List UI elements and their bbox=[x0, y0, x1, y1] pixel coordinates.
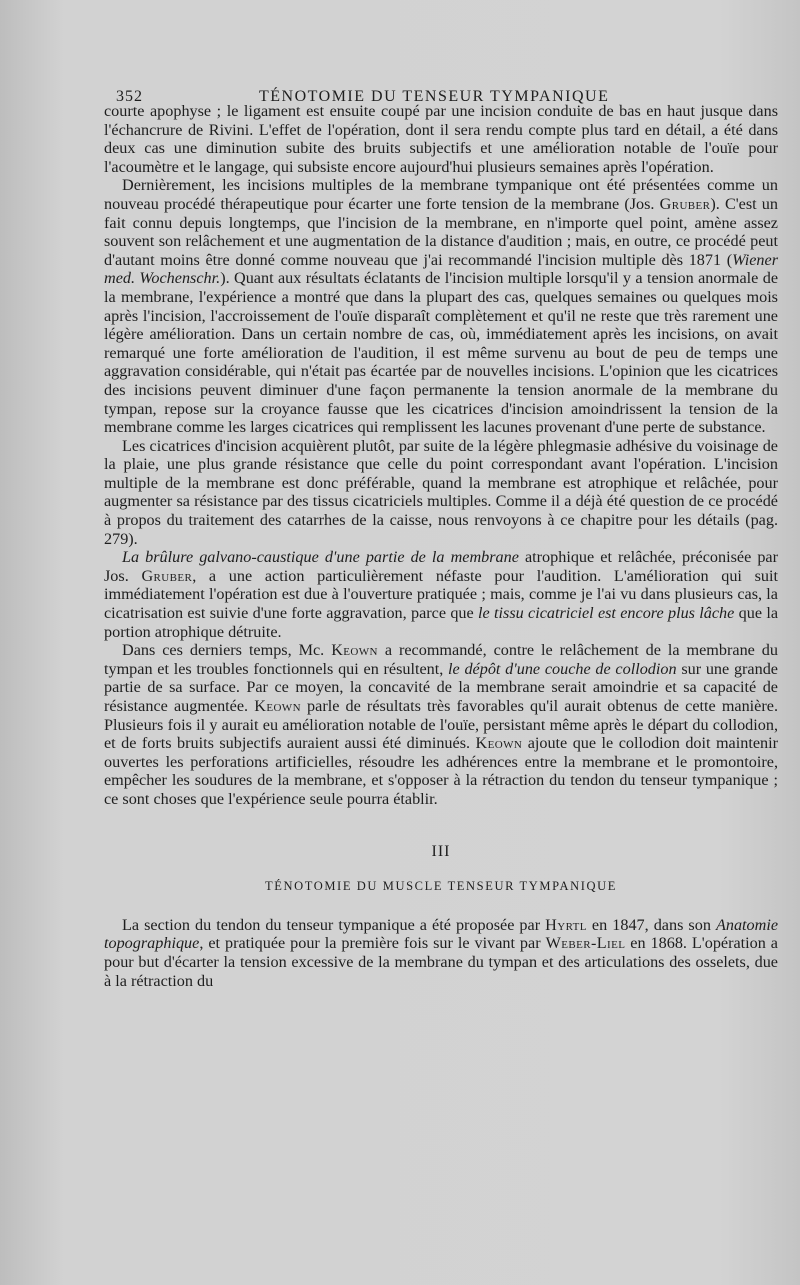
p2-text-e: ). Quant aux résultats éclatants de l'incision multiple lorsqu'il y a tension anormale de la membrane, l'expérience a montré que dans la plupart des cas, quelques semaines ou quelques mois après l'incision, l'accroissement de l'ouïe disparaît complètement et qu'il ne reste que très rarement une légère amélioration. Dans un certain nombre de cas, où, immédiatement après les incisions, on avait remarqué une forte amélioration de l'audition, il est même survenu au bout de peu de temps une aggravation considérable, qui n'était pas écartée par de nouvelles incisions. L'opinion que les cicatrices des incisions peuvent diminuer d'une façon permanente la tension anormale de la membrane du tympan, repose sur la croyance fausse que les cicatrices d'incision amoindrissent la tension de la membrane comme les larges cicatrices qui remplissent les lacunes provenant d'une perte de substance. bbox=[104, 269, 778, 437]
author-keown: Keown bbox=[331, 641, 378, 660]
paragraph-1-text: courte apophyse ; le ligament est ensuite coupé par une incision conduite de bas en haut jusque dans l'échancrure de Rivini. L'effet de l'opération, dont il sera rendu compte plus tard en détail, a été dans deux cas une diminution subite des bruits subjectifs et une amélioration notable de l'ouïe pour l'acoumètre et le langage, qui subsiste encore aujourd'hui plusieurs semaines après l'opération. bbox=[104, 102, 778, 176]
journal-citation: Wiener med. Wochenschr. bbox=[104, 250, 778, 288]
book-title: Anatomie topographique bbox=[104, 915, 779, 953]
p5-text-e: sur une grande partie de sa surface. Par ce moyen, la concavité de la membrane serait amoindrie et sa capacité de résistance augmentée. bbox=[104, 659, 778, 715]
section-number: III bbox=[431, 842, 451, 860]
p4-italic-a: La brûlure galvano-caustique d'une partie de la membrane bbox=[122, 548, 519, 567]
paragraph-3-text: Les cicatrices d'incision acquièrent plutôt, par suite de la légère phlegmasie adhésive du voisinage de la plaie, une plus grande résistance que celle du point correspondant avant l'opération. L'incision multiple de la membrane est donc préférable, quand la membrane est atrophique et relâchée, pour augmenter sa résistance par des tissus cicatriciels multiples. Comme il a déjà été question de ce procédé à propos du traitement des catarrhes de la caisse, nous renvoyons à ce chapitre pour les détails (pag. 279). bbox=[104, 436, 778, 548]
p4-italic-e: le tissu cicatriciel est encore plus lâche bbox=[478, 604, 735, 623]
page-number: 352 bbox=[116, 88, 143, 105]
paragraph-2 bbox=[104, 176, 778, 436]
paragraph-1 bbox=[104, 102, 778, 176]
p6-text-g: en 1868. L'opération a pour but d'écarter la tension excessive de la membrane du tympan et des articulations des osselets, due à la rétraction du bbox=[104, 934, 778, 990]
p5-italic-d: le dépôt d'une couche de collodion bbox=[448, 659, 677, 678]
author-keown-2: Keown bbox=[254, 697, 301, 715]
paragraph-6 bbox=[104, 916, 778, 990]
author-gruber-2: Gruber bbox=[141, 566, 193, 585]
running-head bbox=[104, 72, 778, 105]
running-title: TÉNOTOMIE DU TENSEUR TYMPANIQUE bbox=[259, 88, 610, 105]
p4-text-b: atrophique et relâchée, préconisée par Jos. bbox=[104, 548, 778, 585]
paragraph-4 bbox=[104, 548, 778, 641]
p4-text-f: que la portion atrophique détruite. bbox=[104, 604, 778, 641]
p4-text-d: , a une action particulièrement néfaste pour l'audition. L'amélioration qui suit immédiatement l'opération est due à l'ouverture pratiquée ; mais, comme je l'ai vu dans plusieurs cas, la cicatrisation est suivie d'une forte aggravation, parce que bbox=[104, 566, 778, 623]
p5-text-i: ajoute que le collodion doit maintenir ouvertes les perforations artificielles, résoudre les adhérences entre la membrane et le promontoire, empêcher les soudures de la membrane, et s'opposer à la rétraction du tendon du tenseur tympanique ; ce sont choses que l'expérience seule pourra établir. bbox=[104, 734, 778, 808]
paragraph-5 bbox=[104, 641, 778, 808]
p6-text-a: La section du tendon du tenseur tympanique a été proposée par bbox=[122, 915, 546, 934]
section-title: TÉNOTOMIE DU MUSCLE TENSEUR TYMPANIQUE bbox=[264, 879, 618, 894]
paragraph-3 bbox=[104, 437, 778, 549]
p2-text-c: ). C'est un fait connu depuis longtemps, que l'incision de la membrane, en n'importe quel point, amène assez souvent son relâchement et une augmentation de la distance d'audition ; mais, en outre, ce procédé peut d'autant moins être donné comme nouveau que j'ai recommandé l'incision multiple dès 1871 ( bbox=[104, 194, 778, 269]
p5-text-a: Dans ces derniers temps, Mc. bbox=[122, 641, 332, 660]
author-weber-liel: Weber-Liel bbox=[545, 934, 626, 953]
p5-text-g: parle de résultats très favorables qu'il aurait obtenus de cette manière. Plusieurs fois il y aurait eu amélioration notable de l'ouïe, persistant même après le départ du collodion, et de forts bruits subjectifs auraient aussi été diminués. bbox=[104, 697, 778, 753]
p6-text-c: en 1847, dans son bbox=[586, 915, 716, 934]
author-hyrtl: Hyrtl bbox=[545, 915, 587, 934]
p5-text-c: a recommandé, contre le relâchement de la membrane du tympan et les troubles fonctionnels qui en résultent, bbox=[104, 641, 778, 678]
author-gruber: Gruber bbox=[659, 194, 711, 213]
author-keown-3: Keown bbox=[475, 734, 523, 753]
body-text bbox=[104, 102, 778, 990]
p2-text-a: Dernièrement, les incisions multiples de la membrane tympanique ont été présentées comme un nouveau procédé thérapeutique pour écarter une forte tension de la membrane (Jos. bbox=[104, 176, 778, 213]
p6-text-e: , et pratiquée pour la première fois sur le vivant par bbox=[199, 934, 546, 953]
